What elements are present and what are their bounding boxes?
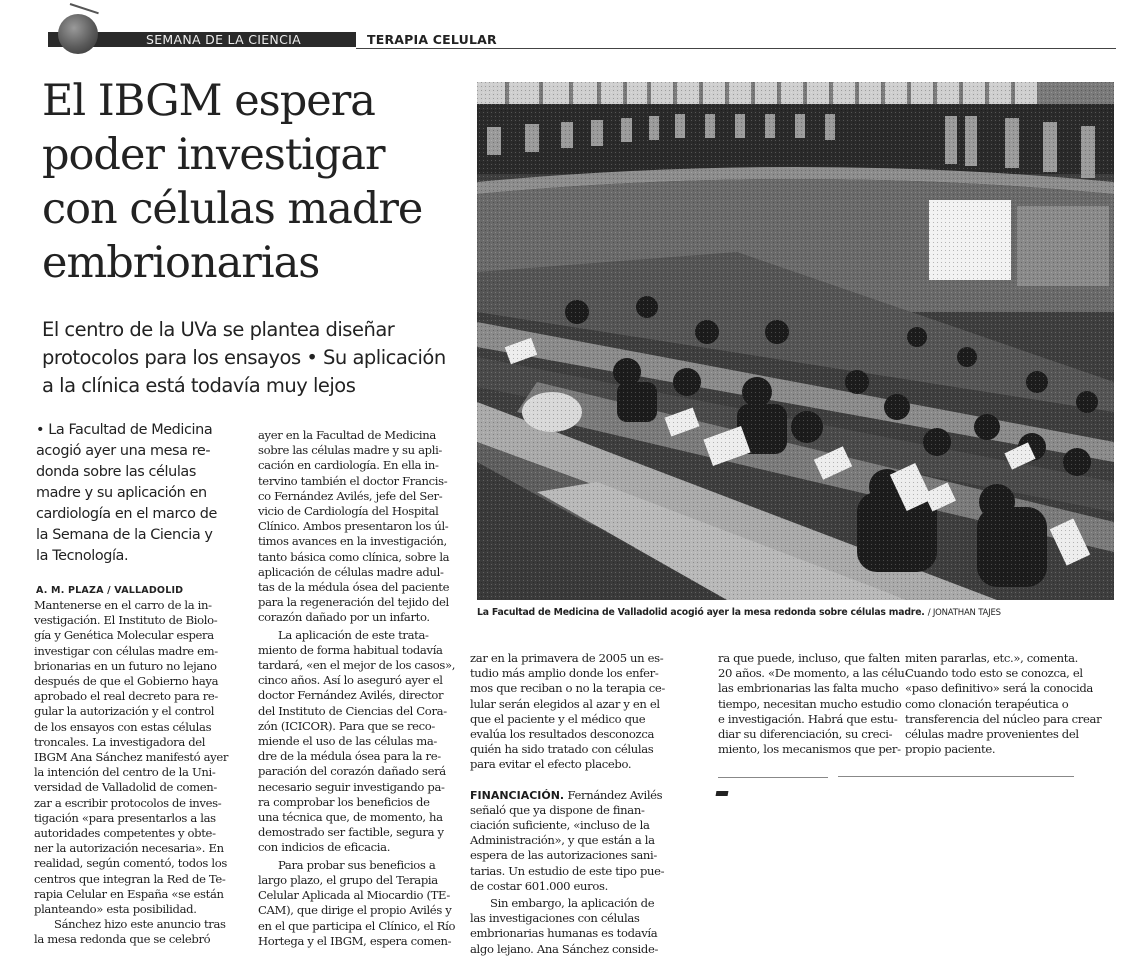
subhead-line: a la clínica está todavía muy lejos	[42, 374, 356, 397]
body-line: autoridades competentes y obte-	[34, 826, 216, 841]
body-line: CAM), que dirige el propio Avilés y	[258, 903, 452, 918]
body-line: transferencia del núcleo para crear	[905, 711, 1102, 726]
body-column-4	[718, 651, 909, 757]
photo-caption	[477, 607, 1001, 618]
body-line: ciación suficiente, «incluso de la	[470, 818, 650, 833]
body-line: la mesa redonda que se celebró	[34, 932, 211, 947]
body-line: tardará, «en el mejor de los casos»,	[258, 658, 456, 673]
header-rule	[356, 48, 1116, 49]
column-end-rule	[838, 776, 1074, 777]
lecture-hall-photo	[477, 82, 1114, 600]
body-line: troncales. La investigadora del	[34, 734, 206, 749]
body-line: largo plazo, el grupo del Terapia	[258, 872, 438, 887]
body-line: miento de forma habitual todavía	[258, 642, 443, 657]
body-line: corazón dañado por un infarto.	[258, 610, 430, 625]
body-column-5	[905, 651, 1105, 757]
section-kicker: FINANCIACIÓN.	[470, 788, 565, 802]
body-line: brionarias en un futuro no lejano	[34, 658, 217, 673]
body-line: Sánchez hizo este anuncio tras	[54, 917, 226, 932]
body-line: cación en cardiología. En ella in-	[258, 458, 439, 473]
body-line: Celular Aplicada al Miocardio (TE-	[258, 888, 450, 903]
body-line: co Fernández Avilés, jefe del Ser-	[258, 488, 443, 503]
byline: A. M. PLAZA / VALLADOLID	[36, 585, 184, 596]
summary-line: donda sobre las células	[36, 464, 196, 480]
body-line: mos que reciban o no la terapia ce-	[470, 681, 665, 696]
body-line: algo lejano. Ana Sánchez conside-	[470, 941, 659, 956]
body-line: vestigación. El Instituto de Biolo-	[34, 613, 218, 628]
section-label: SEMANA DE LA CIENCIA	[146, 32, 301, 47]
body-line: tarias. Un estudio de este tipo pue-	[470, 863, 665, 878]
body-line: tervino también el doctor Francis-	[258, 473, 448, 488]
body-line: aplicación de células madre adul-	[258, 564, 444, 579]
body-line: en el que participa el Clínico, el Río	[258, 918, 456, 933]
subheadline	[42, 316, 467, 400]
headline-line: con células madre	[42, 184, 423, 234]
photo-credit: / JONATHAN TAJES	[927, 608, 1001, 618]
end-mark-icon	[716, 791, 729, 796]
body-line: Clínico. Ambos presentaron los úl-	[258, 519, 449, 534]
body-line: propio paciente.	[905, 742, 996, 757]
body-line: quién ha sido tratado con células	[470, 742, 654, 757]
body-line: doctor Fernández Avilés, director	[258, 688, 444, 703]
topic-label: TERAPIA CELULAR	[367, 32, 497, 47]
body-line: diar su diferenciación, su creci-	[718, 727, 893, 742]
body-column-1	[34, 598, 248, 948]
summary-line: madre y su aplicación en	[36, 485, 207, 501]
body-line: ra comprobar los beneficios de	[258, 794, 430, 809]
body-line: señaló que ya dispone de finan-	[470, 802, 645, 817]
body-column-3-top	[470, 651, 700, 773]
body-line: miende el uso de las células ma-	[258, 734, 437, 749]
column-end-rule	[718, 777, 828, 778]
body-line: miten pararlas, etc.», comenta.	[905, 651, 1079, 665]
body-line: tudio más amplio donde los enfer-	[470, 666, 659, 681]
body-line: tas de la médula ósea del paciente	[258, 580, 450, 595]
headline	[42, 74, 472, 290]
body-line: centros que integran la Red de Te-	[34, 871, 226, 886]
body-line: aprobado el real decreto para re-	[34, 689, 218, 704]
body-line: de los ensayos con estas células	[34, 719, 212, 734]
summary-line: la Semana de la Ciencia y	[36, 527, 213, 543]
body-line: para evitar el efecto placebo.	[470, 757, 632, 772]
body-line: gular la autorización y el control	[34, 704, 215, 719]
body-line: de costar 601.000 euros.	[470, 878, 608, 893]
body-line: células madre provenientes del	[905, 727, 1079, 742]
body-line: demostrado ser factible, segura y	[258, 825, 444, 840]
body-line: zón (ICICOR). Para que se reco-	[258, 718, 435, 733]
summary-line: la Tecnología.	[36, 548, 129, 564]
body-column-2	[258, 428, 458, 949]
body-line: 20 años. «De momento, a las célu-	[718, 666, 909, 681]
body-line: zar a escribir protocolos de inves-	[34, 795, 222, 810]
body-line: del Instituto de Ciencias del Cora-	[258, 703, 447, 718]
body-line: sobre las células madre y su apli-	[258, 443, 442, 458]
body-line: tiempo, necesitan mucho estudio	[718, 696, 902, 711]
body-line: Administración», y que están a la	[470, 833, 655, 848]
headline-line: poder investigar	[42, 130, 385, 180]
body-line: necesario seguir investigando pa-	[258, 779, 445, 794]
headline-line: embrionarias	[42, 238, 320, 288]
body-line: espera de las autorizaciones sani-	[470, 848, 657, 863]
body-line: para la regeneración del tejido del	[258, 595, 449, 610]
body-line: «paso definitivo» será la conocida	[905, 681, 1093, 696]
body-line: tanto básica como clínica, sobre la	[258, 549, 450, 564]
body-line: Para probar sus beneficios a	[278, 857, 436, 872]
body-line: dre de la médula ósea para la re-	[258, 749, 441, 764]
body-line: planteando» esta posibilidad.	[34, 902, 197, 917]
body-line: paración del corazón dañado será	[258, 764, 446, 779]
body-line: ra que puede, incluso, que falten	[718, 651, 900, 665]
body-line: IBGM Ana Sánchez manifestó ayer	[34, 750, 229, 765]
body-line: e investigación. Habrá que estu-	[718, 711, 898, 726]
kicker-continuation: Fernández Avilés	[567, 787, 663, 802]
body-line: lular serán elegidos al azar y en el	[470, 696, 660, 711]
body-column-3-bottom	[470, 803, 700, 957]
body-line: ner la autorización necesaria». En	[34, 841, 224, 856]
body-line: miento, los mecanismos que per-	[718, 742, 901, 757]
headline-line: El IBGM espera	[42, 76, 375, 126]
caption-text: La Facultad de Medicina de Valladolid acogió ayer la mesa redonda sobre células madre.	[477, 607, 925, 618]
body-line: después de que el Gobierno haya	[34, 674, 219, 689]
body-line: zar en la primavera de 2005 un es-	[470, 651, 664, 665]
body-line: La aplicación de este trata-	[278, 627, 429, 642]
body-line: evalúa los resultados desconozca	[470, 727, 655, 742]
body-line: tigación «para presentarlos a las	[34, 810, 216, 825]
body-line: que el paciente y el médico que	[470, 711, 646, 726]
body-line: las embrionarias las falta mucho	[718, 681, 899, 696]
body-line: como clonación terapéutica o	[905, 696, 1069, 711]
summary-box	[36, 420, 256, 567]
subhead-line: El centro de la UVa se plantea diseñar	[42, 318, 395, 341]
body-line: Mantenerse en el carro de la in-	[34, 598, 212, 612]
summary-line: • La Facultad de Medicina	[36, 422, 213, 438]
body-line: embrionarias humanas es todavía	[470, 926, 658, 941]
body-line: rapia Celular en España «se están	[34, 886, 224, 901]
body-line: timos avances en la investigación,	[258, 534, 447, 549]
body-line: ayer en la Facultad de Medicina	[258, 428, 436, 442]
body-line: gía y Genética Molecular espera	[34, 628, 214, 643]
globe-antenna-icon	[70, 3, 99, 14]
globe-icon	[58, 14, 98, 54]
photo-illustration	[477, 82, 1114, 600]
summary-line: acogió ayer una mesa re-	[36, 443, 211, 459]
body-line: las investigaciones con células	[470, 911, 640, 926]
body-column-3	[470, 651, 700, 957]
body-line: Sin embargo, la aplicación de	[490, 896, 655, 911]
body-line: Hortega y el IBGM, espera comen-	[258, 933, 452, 948]
summary-line: cardiología en el marco de	[36, 506, 217, 522]
body-line: realidad, según comentó, todos los	[34, 856, 227, 871]
body-line: con indicios de eficacia.	[258, 840, 391, 855]
body-line: investigar con células madre em-	[34, 643, 218, 658]
body-line: Cuando todo esto se conozca, el	[905, 666, 1083, 681]
financing-paragraph-start	[470, 788, 700, 803]
body-line: una técnica que, de momento, ha	[258, 810, 443, 825]
body-line: versidad de Valladolid de comen-	[34, 780, 217, 795]
body-line: cinco años. Así lo aseguró ayer el	[258, 673, 443, 688]
body-line: vicio de Cardiología del Hospital	[258, 504, 439, 519]
body-line: la intención del centro de la Uni-	[34, 765, 216, 780]
subhead-line: protocolos para los ensayos • Su aplicación	[42, 346, 446, 369]
